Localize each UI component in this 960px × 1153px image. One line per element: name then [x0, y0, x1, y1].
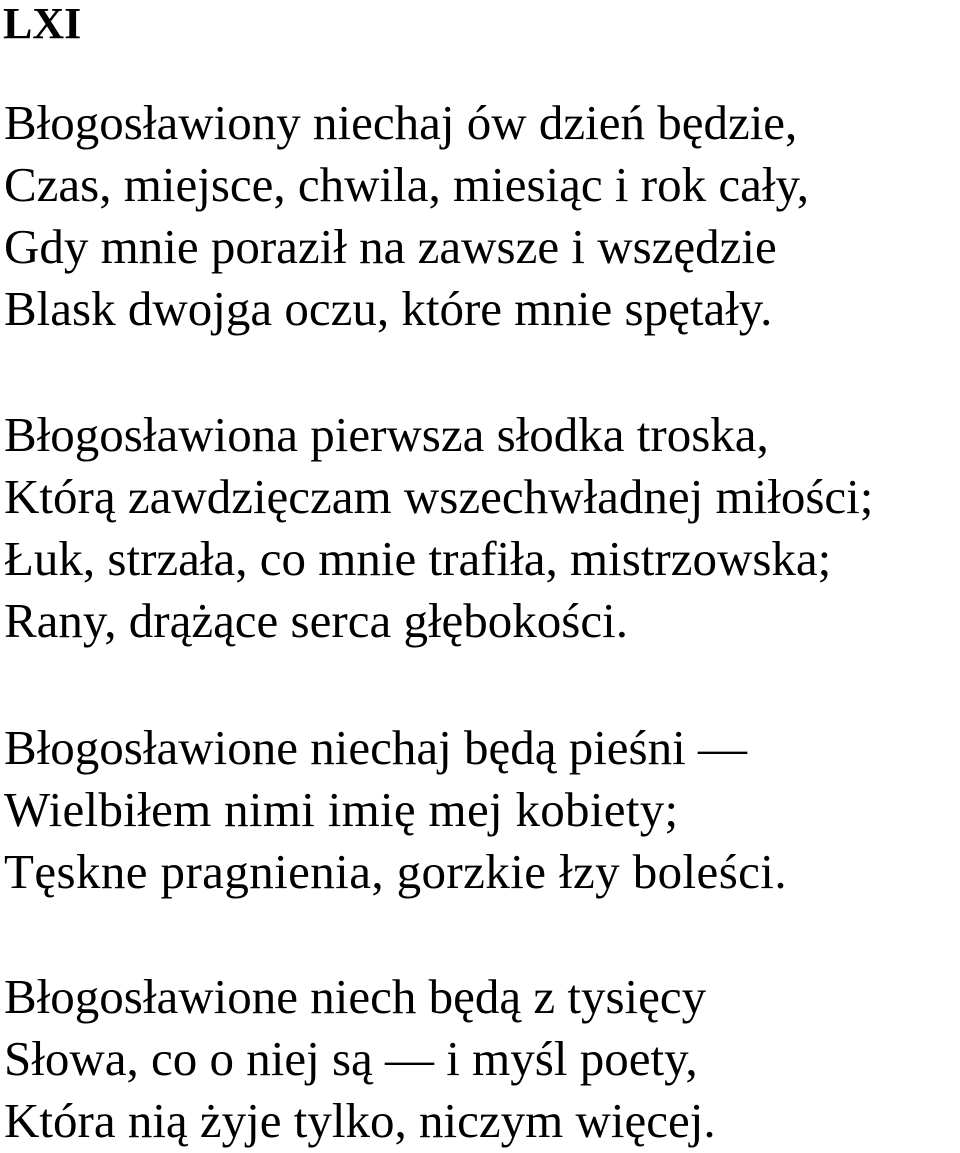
stanza-3	[4, 717, 787, 903]
stanza-2	[4, 404, 873, 652]
poem-line: Błogosławione niechaj będą pieśni —	[4, 720, 747, 775]
stanza-1	[4, 92, 809, 340]
poem-line: Wielbiłem nimi imię mej kobiety;	[4, 782, 679, 837]
poem-line: Tęskne pragnienia, gorzkie łzy boleści.	[4, 844, 787, 899]
poem-line: Błogosławione niech będą z tysięcy	[4, 969, 707, 1024]
poem-line: Czas, miejsce, chwila, miesiąc i rok cały,	[4, 157, 810, 212]
poem-line: Blask dwojga oczu, które mnie spętały.	[4, 281, 773, 336]
poem-line: Łuk, strzała, co mnie trafiła, mistrzowska;	[4, 531, 832, 586]
poem-line: Gdy mnie poraził na zawsze i wszędzie	[4, 219, 777, 274]
poem-title: LXI	[3, 0, 82, 48]
poem-line: Błogosławiony niechaj ów dzień będzie,	[4, 95, 798, 150]
poem-line: Którą zawdzięczam wszechwładnej miłości;	[4, 469, 874, 524]
poem-line: Która nią żyje tylko, niczym więcej.	[4, 1093, 716, 1148]
stanza-4	[4, 966, 716, 1152]
poem-line: Słowa, co o niej są — i myśl poety,	[4, 1031, 698, 1086]
poem-line: Rany, drążące serca głębokości.	[4, 593, 628, 648]
poem-line: Błogosławiona pierwsza słodka troska,	[4, 407, 769, 462]
